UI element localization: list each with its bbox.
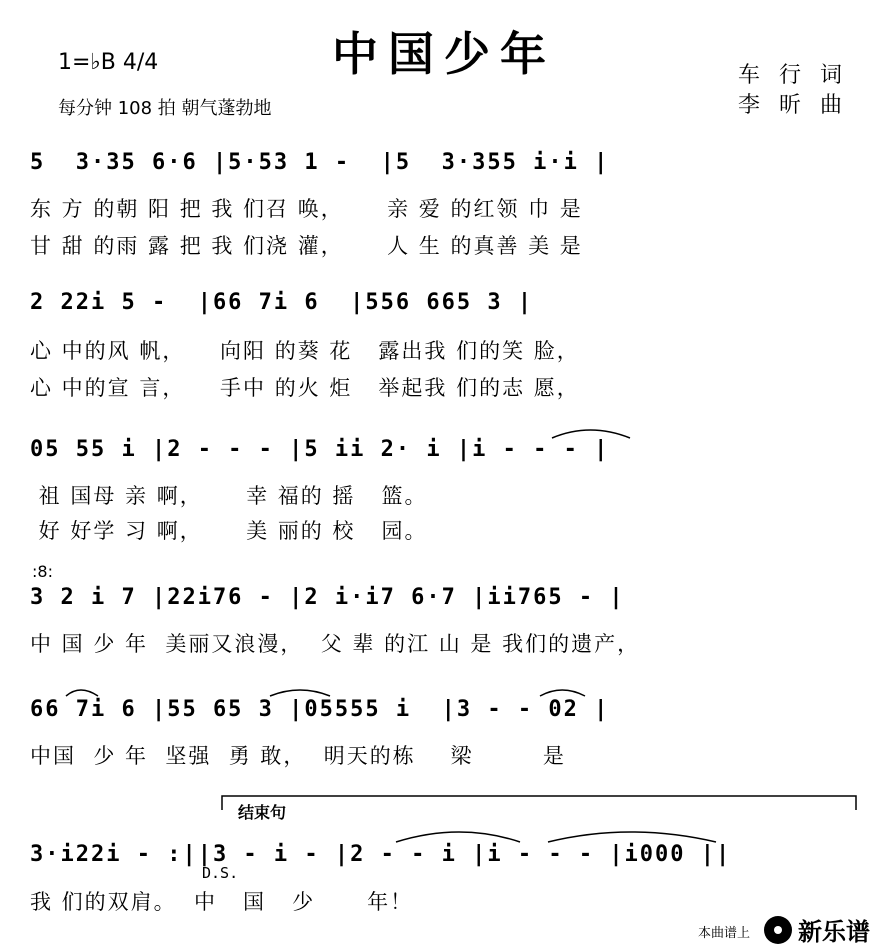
slur-6 (548, 832, 716, 842)
lyricist-credit: 车 行 词 (738, 63, 848, 88)
lyric-line-2-verse-1: 心 中的风 帆， 向阳 的葵 花 露出我 们的笑 脸， (30, 339, 580, 363)
notation-line-2: 2 22i 5 - |66 7i 6 |556 665 3 | (30, 290, 534, 315)
slur-3 (270, 690, 330, 696)
lyric-line-2-verse-2: 心 中的宣 言， 手中 的火 炬 举起我 们的志 愿， (30, 376, 580, 400)
lyric-line-3-verse-1: 祖 国母 亲 啊， 幸 福的 摇 篮。 (30, 484, 428, 508)
lyric-line-5: 中国 少 年 坚强 勇 敢， 明天的栋 梁 是 (30, 744, 566, 768)
record-disc-icon (764, 916, 792, 944)
lyric-line-4: 中 国 少 年 美丽又浪漫， 父 辈 的江 山 是 我们的遗产， (30, 632, 641, 656)
lyric-line-6: 我 们的双肩。 中 国 少 年！ (30, 890, 414, 914)
lyric-line-3-verse-2: 好 好学 习 啊， 美 丽的 校 园。 (30, 519, 428, 543)
tempo-marking: 每分钟 108 拍 朝气蓬勃地 (58, 98, 272, 119)
notation-line-3: 05 55 i |2 - - - |5 ii 2· i |i - - - | (30, 437, 610, 462)
notation-line-6: 3·i22i - :||3 - i - |2 - - i |i - - - |i000 || (30, 842, 732, 867)
slur-1 (552, 430, 630, 438)
notation-line-4: 3 2 i 7 |22i76 - |2 i·i7 6·7 |ii765 - | (30, 585, 625, 610)
ds-mark: D.S. (202, 864, 239, 882)
notation-line-5: 66 7i 6 |55 65 3 |05555 i |3 - - 02 | (30, 697, 610, 722)
slur-5 (396, 832, 520, 842)
ending-label: 结束句 (238, 803, 287, 822)
lyric-line-1-verse-2: 甘 甜 的雨 露 把 我 们浇 灌， 人 生 的真善 美 是 (30, 234, 583, 258)
song-title: 中国少年 (332, 27, 556, 81)
segno-mark: :8: (32, 562, 53, 581)
lyric-line-1-verse-1: 东 方 的朝 阳 把 我 们召 唤， 亲 爱 的红领 巾 是 (30, 197, 583, 221)
key-signature: 1=♭B 4/4 (58, 50, 159, 75)
notation-line-1: 5 3·35 6·6 |5·53 1 - |5 3·355 i·i | (30, 150, 610, 175)
ending-bracket (222, 796, 856, 810)
composer-credit: 李 昕 曲 (738, 93, 848, 118)
source-note: 本曲谱上 (698, 926, 751, 941)
brand-logo: 新乐谱 (798, 918, 870, 946)
slur-4 (540, 690, 585, 696)
slur-2 (66, 690, 98, 696)
